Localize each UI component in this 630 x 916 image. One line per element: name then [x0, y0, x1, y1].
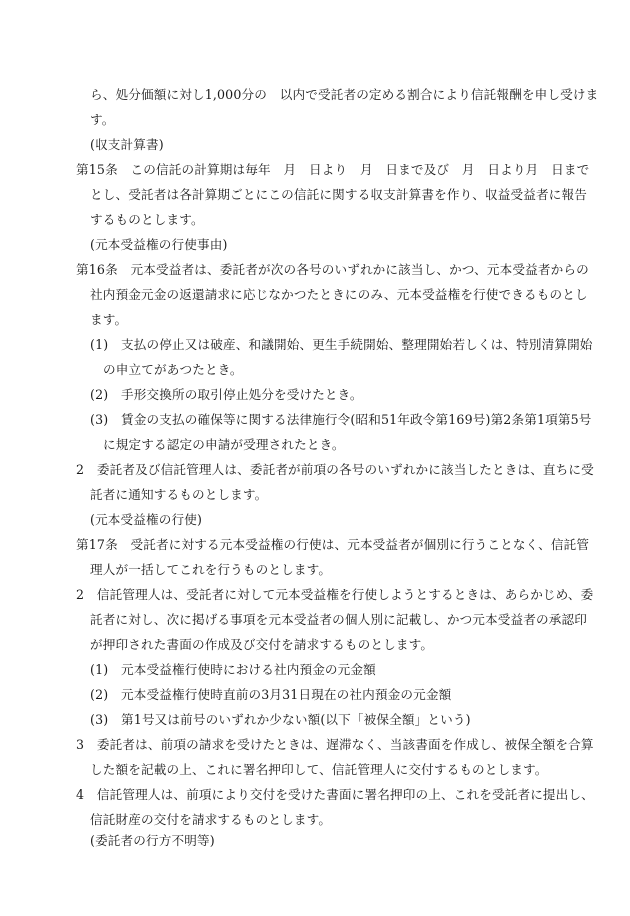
text-line: の申立てがあつたとき。 — [103, 362, 243, 377]
paragraph-4: 4 信託管理人は、前項により交付を受けた書面に署名押印の上、これを受託者に提出し、 — [76, 787, 594, 802]
list-item-1: (1) 支払の停止又は破産、和議開始、更生手続開始、整理開始若しくは、特別清算開始 — [90, 337, 593, 352]
paragraph-2: 2 委託者及び信託管理人は、委託者が前項の各号のいずれかに該当したときは、直ちに受 — [76, 462, 594, 477]
article-15: 第15条 この信託の計算期は毎年 月 日より 月 日まで及び 月 日より月 日まで — [76, 162, 590, 177]
text-line: 託者に対し、次に掲げる事項を元本受益者の個人別に記載し、かつ元本受益者の承認印 — [90, 612, 588, 627]
text-line: 託者に通知するものとします。 — [90, 487, 268, 502]
text-line: とし、受託者は各計算期ごとにこの信託に関する収支計算書を作り、収益受益者に報告 — [90, 187, 588, 202]
text-line: 社内預金元金の返還請求に応じなかつたときにのみ、元本受益権を行使できるものとし — [90, 287, 588, 302]
text-line: 信託財産の交付を請求するものとします。 — [90, 812, 332, 827]
text-line: す。 — [90, 112, 115, 127]
section-heading: (委託者の行方不明等) — [90, 833, 215, 848]
text-line: 理人が一括してこれを行うものとします。 — [90, 562, 332, 577]
paragraph-2: 2 信託管理人は、受託者に対して元本受益権を行使しようとするときは、あらかじめ、委 — [76, 587, 594, 602]
list-item-2: (2) 手形交換所の取引停止処分を受けたとき。 — [90, 387, 363, 402]
list-item-2: (2) 元本受益権行使時直前の3月31日現在の社内預金の元金額 — [90, 687, 452, 702]
article-16: 第16条 元本受益者は、委託者が次の各号のいずれかに該当し、かつ、元本受益者からの — [76, 262, 589, 277]
text-line: に規定する認定の申請が受理されたとき。 — [103, 437, 345, 452]
section-heading: (元本受益権の行使) — [90, 512, 203, 527]
section-heading: (元本受益権の行使事由) — [90, 237, 228, 252]
list-item-3: (3) 賃金の支払の確保等に関する法律施行令(昭和51年政令第169号)第2条第1項第5号 — [90, 412, 592, 427]
article-17: 第17条 受託者に対する元本受益権の行使は、元本受益者が個別に行うことなく、信託管 — [76, 537, 590, 552]
list-item-3: (3) 第1号又は前号のいずれか少ない額(以下「被保全額」という) — [90, 712, 471, 727]
section-heading: (収支計算書) — [90, 137, 164, 152]
text-line: が押印された書面の作成及び交付を請求するものとします。 — [90, 637, 434, 652]
text-line: ら、処分価額に対し1,000分の 以内で受託者の定める割合により信託報酬を申し受けま — [90, 87, 599, 102]
text-line: するものとします。 — [90, 212, 204, 227]
list-item-1: (1) 元本受益権行使時における社内預金の元金額 — [90, 662, 376, 677]
paragraph-3: 3 委託者は、前項の請求を受けたときは、遅滞なく、当該書面を作成し、被保全額を合算 — [76, 737, 594, 752]
text-line: した額を記載の上、これに署名押印して、信託管理人に交付するものとします。 — [90, 762, 548, 777]
text-line: ます。 — [90, 312, 128, 327]
